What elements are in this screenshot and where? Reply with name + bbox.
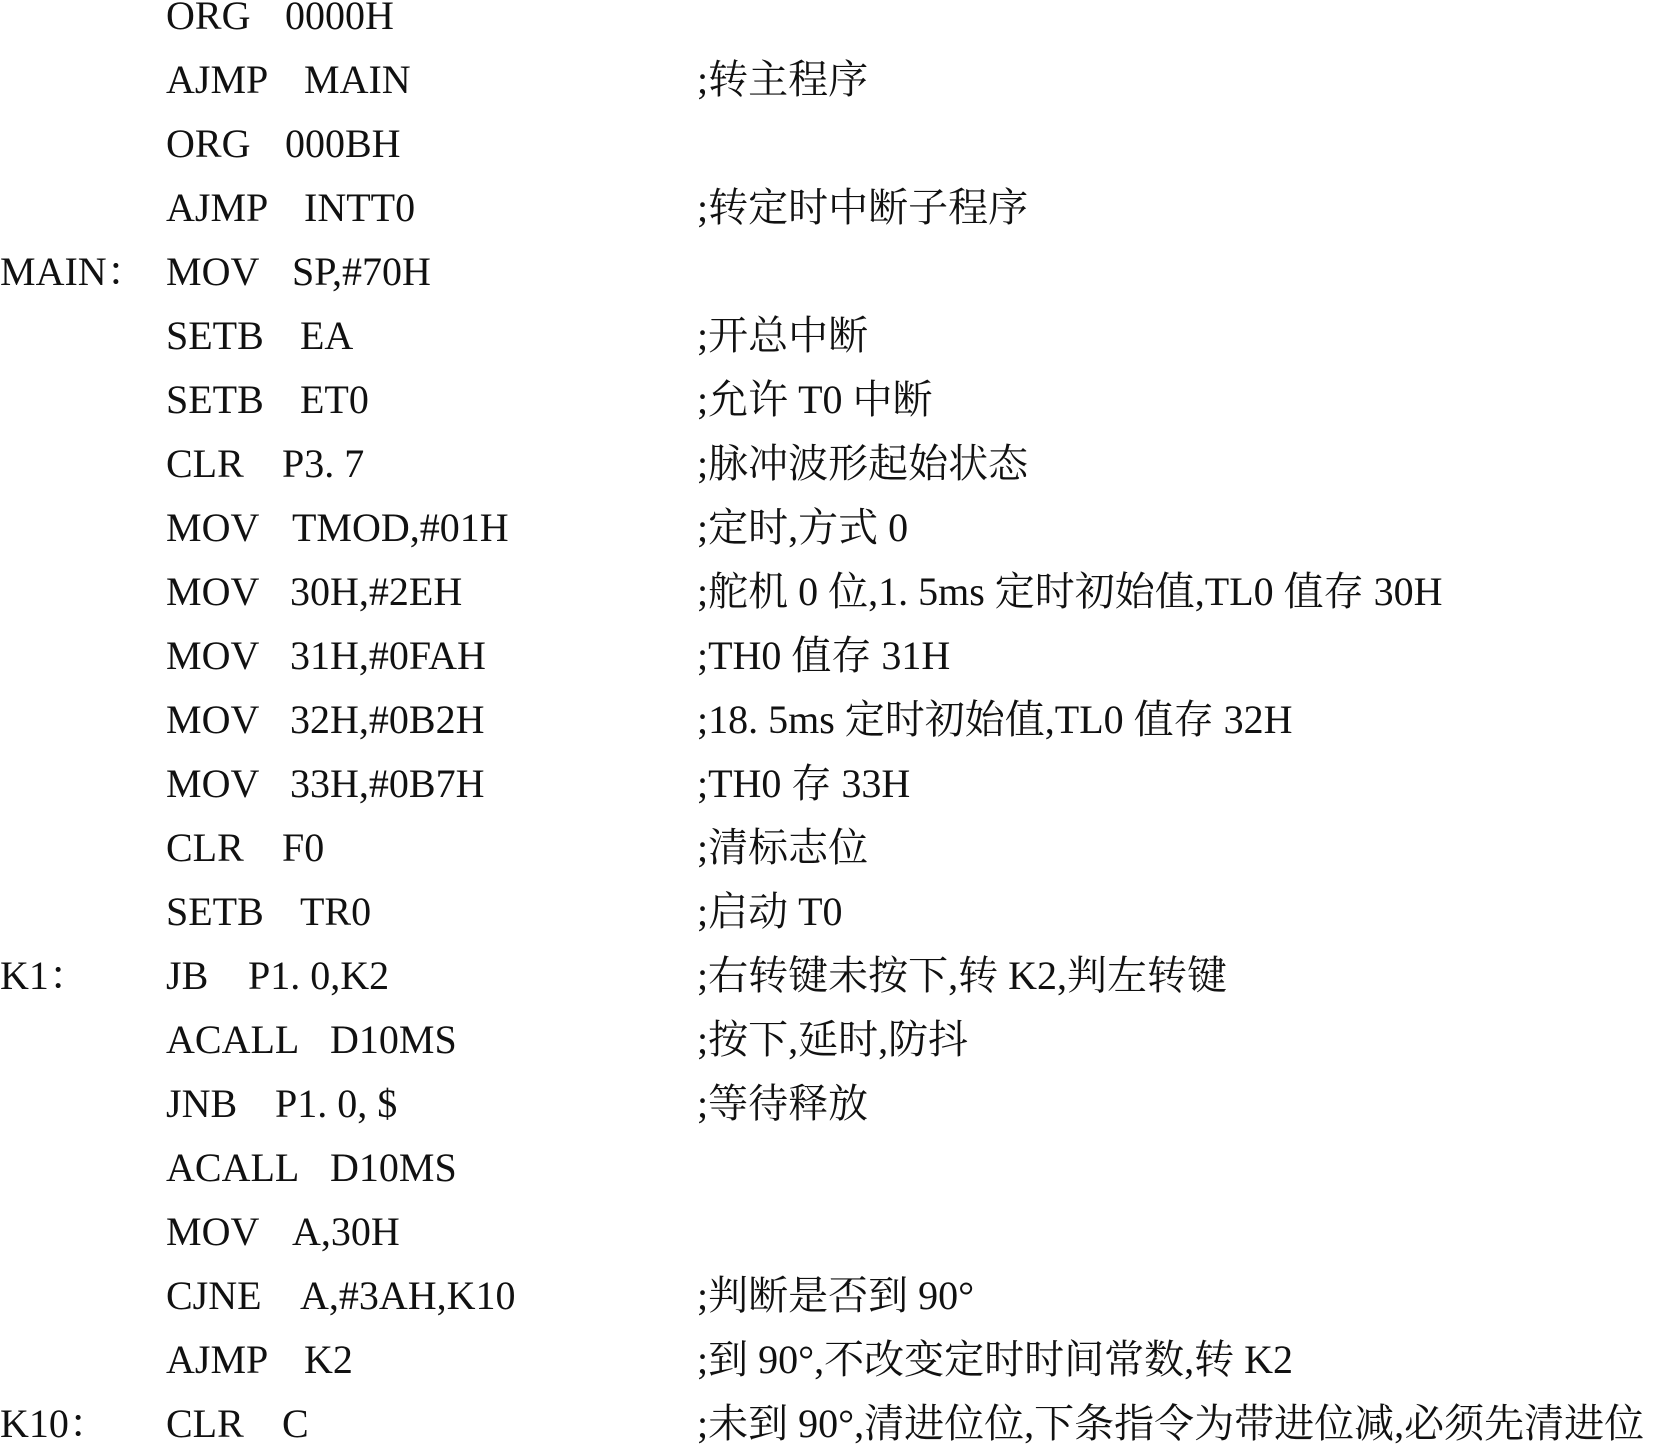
line-label: K1：	[0, 953, 89, 998]
instruction-mnemonic: AJMP	[166, 1337, 269, 1382]
line-comment: ;未到 90°,清进位位,下条指令为带进位减,必须先清进位	[697, 1401, 1645, 1446]
line-comment: ;启动 T0	[697, 889, 843, 934]
instruction-operand: F0	[282, 825, 325, 870]
instruction-operand: INTT0	[304, 185, 416, 230]
code-line	[0, 1136, 1654, 1200]
instruction-operand: P3. 7	[282, 441, 365, 486]
line-comment: ;等待释放	[697, 1081, 869, 1126]
instruction-operand: 32H,#0B2H	[290, 697, 485, 742]
code-line	[0, 496, 1654, 560]
code-line	[0, 1264, 1654, 1328]
line-comment: ;清标志位	[697, 825, 869, 870]
instruction-mnemonic: MOV	[166, 697, 260, 742]
instruction-operand: D10MS	[330, 1145, 457, 1190]
line-comment: ;转定时中断子程序	[697, 185, 1029, 230]
instruction-mnemonic: SETB	[166, 889, 264, 934]
code-line	[0, 0, 1654, 48]
code-line	[0, 752, 1654, 816]
instruction-mnemonic: AJMP	[166, 57, 269, 102]
line-comment: ;允许 T0 中断	[697, 377, 933, 422]
code-line	[0, 944, 1654, 1008]
code-line	[0, 112, 1654, 176]
instruction-operand: SP,#70H	[292, 249, 431, 294]
line-comment: ;定时,方式 0	[697, 505, 909, 550]
instruction-mnemonic: MOV	[166, 761, 260, 806]
code-line	[0, 1008, 1654, 1072]
instruction-mnemonic: CJNE	[166, 1273, 262, 1318]
line-comment: ;舵机 0 位,1. 5ms 定时初始值,TL0 值存 30H	[697, 569, 1443, 614]
instruction-operand: 30H,#2EH	[290, 569, 463, 614]
instruction-operand: P1. 0, $	[275, 1081, 398, 1126]
instruction-operand: C	[282, 1401, 309, 1446]
instruction-operand: K2	[304, 1337, 353, 1382]
code-line	[0, 560, 1654, 624]
instruction-operand: MAIN	[304, 57, 411, 102]
line-comment: ;TH0 存 33H	[697, 761, 911, 806]
line-comment: ;判断是否到 90°	[697, 1273, 975, 1318]
code-line	[0, 688, 1654, 752]
instruction-operand: 31H,#0FAH	[290, 633, 486, 678]
instruction-mnemonic: MOV	[166, 249, 260, 294]
code-line	[0, 624, 1654, 688]
instruction-operand: ET0	[300, 377, 369, 422]
instruction-mnemonic: JNB	[166, 1081, 238, 1126]
instruction-mnemonic: MOV	[166, 1209, 260, 1254]
code-line	[0, 1392, 1654, 1456]
line-comment: ;脉冲波形起始状态	[697, 441, 1029, 486]
code-line	[0, 48, 1654, 112]
instruction-operand: A,#3AH,K10	[300, 1273, 516, 1318]
instruction-mnemonic: CLR	[166, 441, 244, 486]
code-line	[0, 240, 1654, 304]
code-line	[0, 1072, 1654, 1136]
instruction-mnemonic: CLR	[166, 1401, 244, 1446]
line-label: MAIN：	[0, 249, 147, 294]
instruction-mnemonic: AJMP	[166, 185, 269, 230]
instruction-operand: TMOD,#01H	[292, 505, 509, 550]
code-line	[0, 176, 1654, 240]
line-comment: ;右转键未按下,转 K2,判左转键	[697, 953, 1227, 998]
instruction-mnemonic: SETB	[166, 313, 264, 358]
instruction-mnemonic: MOV	[166, 569, 260, 614]
code-line	[0, 1200, 1654, 1264]
instruction-mnemonic: SETB	[166, 377, 264, 422]
line-comment: ;TH0 值存 31H	[697, 633, 951, 678]
instruction-operand: 33H,#0B7H	[290, 761, 485, 806]
instruction-operand: 0000H	[285, 0, 394, 38]
instruction-mnemonic: CLR	[166, 825, 244, 870]
code-line	[0, 368, 1654, 432]
instruction-mnemonic: MOV	[166, 505, 260, 550]
instruction-operand: EA	[300, 313, 354, 358]
line-label: K10：	[0, 1401, 109, 1446]
instruction-mnemonic: ORG	[166, 0, 251, 38]
line-comment: ;18. 5ms 定时初始值,TL0 值存 32H	[697, 697, 1293, 742]
line-comment: ;到 90°,不改变定时时间常数,转 K2	[697, 1337, 1293, 1382]
instruction-mnemonic: ORG	[166, 121, 251, 166]
code-line	[0, 880, 1654, 944]
line-comment: ;开总中断	[697, 313, 869, 358]
line-comment: ;转主程序	[697, 57, 869, 102]
instruction-mnemonic: ACALL	[166, 1017, 300, 1062]
instruction-mnemonic: MOV	[166, 633, 260, 678]
line-comment: ;按下,延时,防抖	[697, 1017, 969, 1062]
instruction-mnemonic: ACALL	[166, 1145, 300, 1190]
instruction-operand: 000BH	[285, 121, 401, 166]
instruction-mnemonic: JB	[166, 953, 209, 998]
code-line	[0, 1328, 1654, 1392]
code-line	[0, 304, 1654, 368]
instruction-operand: A,30H	[292, 1209, 400, 1254]
instruction-operand: D10MS	[330, 1017, 457, 1062]
instruction-operand: P1. 0,K2	[248, 953, 390, 998]
code-line	[0, 432, 1654, 496]
instruction-operand: TR0	[300, 889, 372, 934]
code-line	[0, 816, 1654, 880]
